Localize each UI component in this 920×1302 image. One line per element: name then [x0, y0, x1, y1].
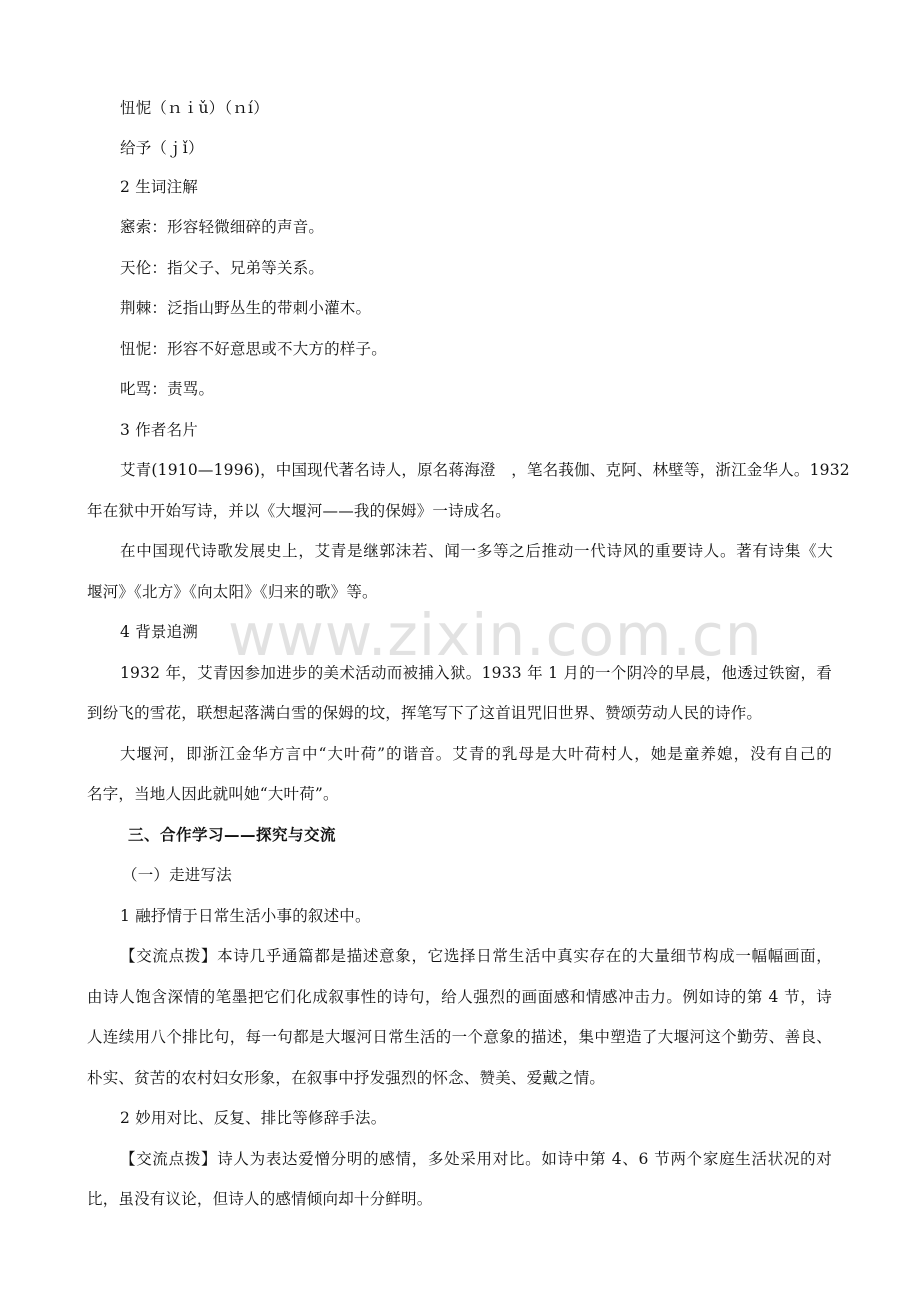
- paragraph-line: 【交流点拨】本诗几乎通篇都是描述意象，它选择日常生活中真实存在的大量细节构成一幅幅画面，: [120, 947, 832, 965]
- paragraph-line: 朴实、贫苦的农村妇女形象，在叙事中抒发强烈的怀念、赞美、爱戴之情。: [87, 1069, 606, 1087]
- paragraph-line: 堰河》《北方》《向太阳》《归来的歌》等。: [87, 583, 378, 601]
- point-heading: 2 妙用对比、反复、排比等修辞手法。: [120, 1109, 387, 1127]
- vocab-entry: 荆棘：泛指山野丛生的带刺小灌木。: [120, 299, 372, 317]
- vocab-entry: 叱骂：责骂。: [120, 380, 215, 398]
- paragraph-line: 由诗人饱含深情的笔墨把它们化成叙事性的诗句，给人强烈的画面感和情感冲击力。例如诗的第 4 节，诗: [87, 988, 832, 1006]
- paragraph-line: 【交流点拨】诗人为表达爱憎分明的感情，多处采用对比。如诗中第 4、6 节两个家庭生活状况的对: [120, 1150, 832, 1168]
- paragraph-line: 人连续用八个排比句，每一句都是大堰河日常生活的一个意象的描述，集中塑造了大堰河这个勤劳、善良、: [87, 1028, 832, 1046]
- point-heading: 1 融抒情于日常生活小事的叙述中。: [120, 907, 371, 925]
- section-heading-background: 4 背景追溯: [120, 623, 198, 641]
- watermark: www.zixin.com.cn: [228, 601, 763, 669]
- paragraph-line: 年在狱中开始写诗，并以《大堰河——我的保姆》一诗成名。: [87, 502, 511, 520]
- pinyin-niuni: 忸怩（ｎｉǔ）（ｎí）: [120, 99, 269, 117]
- pinyin-jiyu: 给予（ｊǐ）: [120, 139, 204, 157]
- paragraph-line: 大堰河，即浙江金华方言中“大叶荷”的谐音。艾青的乳母是大叶荷村人，她是童养媳，没有自己的: [120, 745, 832, 763]
- paragraph-line: 艾青(1910—1996)，中国现代著名诗人，原名蒋海澄 ，笔名莪伽、克阿、林壁等，浙江金华人。1932: [120, 461, 850, 479]
- vocab-entry: 窸索：形容轻微细碎的声音。: [120, 218, 325, 236]
- paragraph-line: 在中国现代诗歌发展史上，艾青是继郭沫若、闻一多等之后推动一代诗风的重要诗人。著有诗集《大: [120, 542, 833, 560]
- paragraph-line: 比，虽没有议论，但诗人的感情倾向却十分鲜明。: [87, 1190, 433, 1208]
- vocab-entry: 忸怩：形容不好意思或不大方的样子。: [120, 340, 387, 358]
- paragraph-line: 名字，当地人因此就叫她“大叶荷”。: [87, 785, 339, 803]
- section-heading-cooperative-learning: 三、合作学习——探究与交流: [128, 826, 337, 844]
- paragraph-line: 1932 年，艾青因参加进步的美术活动而被捕入狱。1933 年 1 月的一个阴冷的早晨，他透过铁窗，看: [120, 664, 832, 682]
- section-heading-author: 3 作者名片: [120, 421, 198, 439]
- vocab-entry: 天伦：指父子、兄弟等关系。: [120, 259, 325, 277]
- section-heading-vocabulary: 2 生词注解: [120, 178, 198, 196]
- subsection-heading-writing: （一）走进写法: [122, 866, 232, 884]
- paragraph-line: 到纷飞的雪花，联想起落满白雪的保姆的坟，挥笔写下了这首诅咒旧世界、赞颂劳动人民的诗作。: [87, 704, 763, 722]
